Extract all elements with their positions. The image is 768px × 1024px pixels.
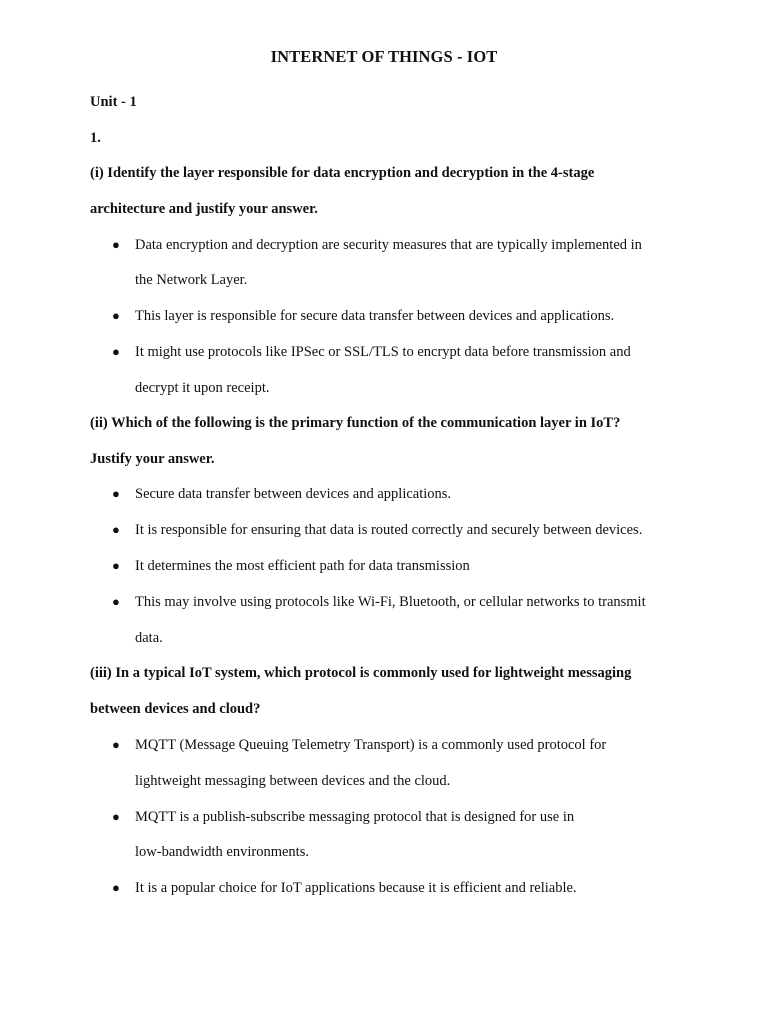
- answer-bullet-text: Secure data transfer between devices and applications.: [135, 486, 452, 502]
- bullet-icon: ●: [112, 594, 120, 609]
- answer-bullet-text: It is responsible for ensuring that data is routed correctly and securely between devices.: [135, 522, 643, 538]
- bullet-icon: ●: [112, 880, 120, 895]
- bullet-icon: ●: [112, 308, 120, 323]
- unit-heading: Unit - 1: [90, 94, 137, 110]
- answer-bullet-text: It is a popular choice for IoT applications because it is efficient and reliable.: [135, 880, 577, 896]
- bullet-icon: ●: [112, 344, 120, 359]
- bullet-icon: ●: [112, 522, 120, 537]
- answer-bullet-text: the Network Layer.: [135, 272, 248, 288]
- question-heading: (i) Identify the layer responsible for data encryption and decryption in the 4-stage: [90, 165, 595, 181]
- question-heading: (ii) Which of the following is the primary function of the communication layer in IoT?: [90, 415, 621, 431]
- answer-bullet-text: low-bandwidth environments.: [135, 844, 309, 860]
- question-heading: (iii) In a typical IoT system, which protocol is commonly used for lightweight messaging: [90, 665, 632, 681]
- answer-bullet-text: lightweight messaging between devices and the cloud.: [135, 773, 451, 789]
- bullet-icon: ●: [112, 809, 120, 824]
- question-heading: architecture and justify your answer.: [90, 201, 318, 217]
- question-heading: between devices and cloud?: [90, 701, 261, 717]
- question-heading: Justify your answer.: [90, 451, 215, 467]
- answer-bullet-text: MQTT (Message Queuing Telemetry Transport) is a commonly used protocol for: [135, 737, 607, 753]
- answer-bullet-text: MQTT is a publish-subscribe messaging protocol that is designed for use in: [135, 809, 575, 825]
- bullet-icon: ●: [112, 737, 120, 752]
- answer-bullet-text: data.: [135, 630, 163, 646]
- answer-bullet-text: Data encryption and decryption are security measures that are typically implemented in: [135, 237, 642, 253]
- question-number: 1.: [90, 130, 101, 146]
- bullet-icon: ●: [112, 486, 120, 501]
- answer-bullet-text: This may involve using protocols like Wi-Fi, Bluetooth, or cellular networks to transmit: [135, 594, 646, 610]
- answer-bullet-text: This layer is responsible for secure data transfer between devices and applications.: [135, 308, 615, 324]
- bullet-icon: ●: [112, 558, 120, 573]
- answer-bullet-text: decrypt it upon receipt.: [135, 380, 270, 396]
- bullet-icon: ●: [112, 237, 120, 252]
- answer-bullet-text: It might use protocols like IPSec or SSL/TLS to encrypt data before transmission and: [135, 344, 631, 360]
- document-title: INTERNET OF THINGS - IOT: [270, 47, 498, 66]
- answer-bullet-text: It determines the most efficient path for data transmission: [135, 558, 470, 574]
